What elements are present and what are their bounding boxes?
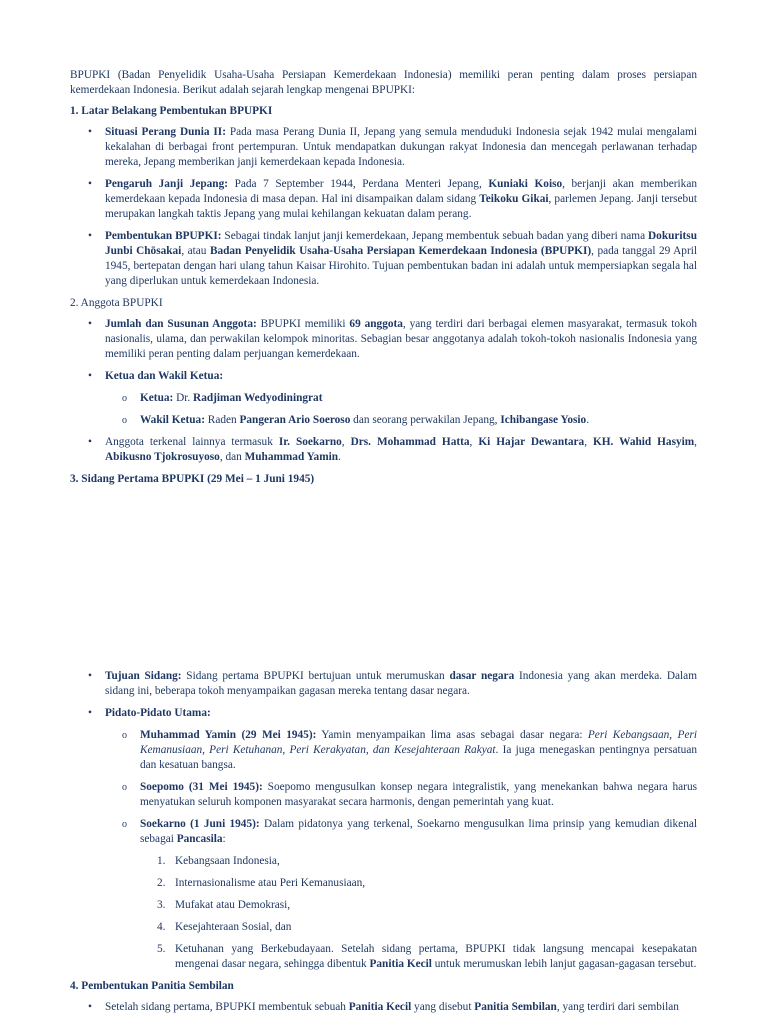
list-item: • Pembentukan BPUPKI: Sebagai tindak lanjut janji kemerdekaan, Jepang membentuk sebuah badan yang diberi nama Dokuritsu Junbi Chōsakai, atau Badan Penyelidik Usaha-Usaha Persiapan Kemerdekaan Indonesia (BPUPKI), pada tanggal 29 April 1945, bertepatan dengan hari ulang tahun Kaisar Hirohito. Tujuan pembentukan badan ini adalah untuk mempersiapkan segala hal yang diperlukan untuk kemerdekaan Indonesia. — [105, 229, 697, 289]
numbered-item: 5. Ketuhanan yang Berkebudayaan. Setelah sidang pertama, BPUPKI tidak langsung mencapai kesepakatan mengenai dasar negara, sehingga dibentuk Panitia Kecil untuk merumuskan lebih lanjut gagasan-gagasan tersebut. — [157, 943, 697, 970]
list-item: • Setelah sidang pertama, BPUPKI membentuk sebuah Panitia Kecil yang disebut Panitia Sembilan, yang terdiri dari sembilan — [105, 1000, 697, 1015]
numbered-item: 2. Internasionalisme atau Peri Kemanusiaan, — [157, 877, 366, 889]
list-item: • Pidato-Pidato Utama: o Muhammad Yamin (29 Mei 1945): Yamin menyampaikan lima asas sebagai dasar negara: Peri Kebangsaan, Peri Kemanusiaan, Peri Ketuhanan, Peri Kerakyatan, dan Kesejahteraan Rakyat. Ia juga menegaskan pentingnya persatuan dan kesatuan bangsa. o Soepomo (31 Mei 1945): Soepomo mengusulkan konsep negara integralistik, yang menekankan bahwa negara harus menyatukan seluruh komponen masyarakat secara harmonis, dengan pemerintah yang kuat. o Soekarno (1 Juni 1945): Dalam pidatonya yang terkenal, Soekarno mengusulkan lima prinsip yang kemudian dikenal sebagai Pancasila: 1. Kebangsaan Indonesia, 2. Internasionalisme atau Peri Kemanusiaan, 3. Mufakat atau Demokrasi, 4. Kesejahteraan Sosial, dan 5. Ketuhanan yang Berkebudayaan. Setelah sidang pertama, BPUPKI tidak langsung mencapai kesepakatan mengenai dasar negara, sehingga dibentuk Panitia Kecil untuk merumuskan lebih lanjut gagasan-gagasan tersebut. — [105, 706, 697, 972]
intro-paragraph: BPUPKI (Badan Penyelidik Usaha-Usaha Persiapan Kemerdekaan Indonesia) memiliki peran penting dalam proses persiapan kemerdekaan Indonesia. Berikut adalah sejarah lengkap mengenai BPUPKI: — [70, 69, 697, 96]
section-4-list — [70, 1000, 697, 1015]
section-4-heading: 4. Pembentukan Panitia Sembilan — [70, 980, 234, 992]
sub-list-item: o Soepomo (31 Mei 1945): Soepomo mengusulkan konsep negara integralistik, yang menekankan bahwa negara harus menyatukan seluruh komponen masyarakat secara harmonis, dengan pemerintah yang kuat. — [140, 780, 697, 810]
sub-list-item: o Muhammad Yamin (29 Mei 1945): Yamin menyampaikan lima asas sebagai dasar negara: Peri Kebangsaan, Peri Kemanusiaan, Peri Ketuhanan, Peri Kerakyatan, dan Kesejahteraan Rakyat. Ia juga menegaskan pentingnya persatuan dan kesatuan bangsa. — [140, 728, 697, 773]
numbered-item: 1. Kebangsaan Indonesia, — [157, 855, 280, 867]
list-item: • Jumlah dan Susunan Anggota: BPUPKI memiliki 69 anggota, yang terdiri dari berbagai elemen masyarakat, termasuk tokoh nasionalis, ulama, dan perwakilan kelompok minoritas. Sebagian besar anggotanya adalah tokoh-tokoh nasionalis Indonesia yang memiliki peran penting dalam perjuangan kemerdekaan. — [105, 317, 697, 362]
sub-list-item: o Wakil Ketua: Raden Pangeran Ario Soeroso dan seorang perwakilan Jepang, Ichibangase Yosio. — [140, 413, 697, 428]
list-item: • Tujuan Sidang: Sidang pertama BPUPKI bertujuan untuk merumuskan dasar negara Indonesia yang akan merdeka. Dalam sidang ini, beberapa tokoh menyampaikan gagasan mereka tentang dasar negara. — [105, 669, 697, 699]
sub-list — [105, 391, 697, 428]
document-body — [70, 68, 697, 1022]
sub-list — [105, 728, 697, 972]
list-item: • Ketua dan Wakil Ketua: o Ketua: Dr. Radjiman Wedyodiningrat o Wakil Ketua: Raden Pangeran Ario Soeroso dan seorang perwakilan Jepang, Ichibangase Yosio. — [105, 369, 697, 428]
list-item: • Pengaruh Janji Jepang: Pada 7 September 1944, Perdana Menteri Jepang, Kuniaki Koiso, berjanji akan memberikan kemerdekaan kepada Indonesia di masa depan. Hal ini disampaikan dalam sidang Teikoku Gikai, parlemen Jepang. Janji tersebut merupakan langkah taktis Jepang yang mulai kehilangan kekuatan dalam perang. — [105, 177, 697, 222]
section-2-list — [70, 317, 697, 465]
pancasila-list — [140, 854, 697, 972]
sub-list-item: o Ketua: Dr. Radjiman Wedyodiningrat — [140, 391, 697, 406]
section-3-list — [70, 669, 697, 972]
section-3-heading: 3. Sidang Pertama BPUPKI (29 Mei – 1 Juni 1945) — [70, 473, 315, 485]
numbered-item: 4. Kesejahteraan Sosial, dan — [157, 921, 292, 933]
page-break-gap — [70, 493, 697, 669]
list-item: • Anggota terkenal lainnya termasuk Ir. Soekarno, Drs. Mohammad Hatta, Ki Hajar Dewantara, KH. Wahid Hasyim, Abikusno Tjokrosuyoso, dan Muhammad Yamin. — [105, 435, 697, 465]
section-1-list — [70, 125, 697, 289]
numbered-item: 3. Mufakat atau Demokrasi, — [157, 899, 291, 911]
section-1-heading: 1. Latar Belakang Pembentukan BPUPKI — [70, 105, 273, 117]
section-2-heading: 2. Anggota BPUPKI — [70, 297, 163, 309]
sub-list-item: o Soekarno (1 Juni 1945): Dalam pidatonya yang terkenal, Soekarno mengusulkan lima prinsip yang kemudian dikenal sebagai Pancasila: 1. Kebangsaan Indonesia, 2. Internasionalisme atau Peri Kemanusiaan, 3. Mufakat atau Demokrasi, 4. Kesejahteraan Sosial, dan 5. Ketuhanan yang Berkebudayaan. Setelah sidang pertama, BPUPKI tidak langsung mencapai kesepakatan mengenai dasar negara, sehingga dibentuk Panitia Kecil untuk merumuskan lebih lanjut gagasan-gagasan tersebut. — [140, 817, 697, 972]
list-item: • Situasi Perang Dunia II: Pada masa Perang Dunia II, Jepang yang semula menduduki Indonesia sejak 1942 mulai mengalami kekalahan di berbagai front pertempuran. Untuk mendapatkan dukungan rakyat Indonesia dan mencegah perlawanan terhadap mereka, Jepang memberikan janji kemerdekaan kepada Indonesia. — [105, 125, 697, 170]
